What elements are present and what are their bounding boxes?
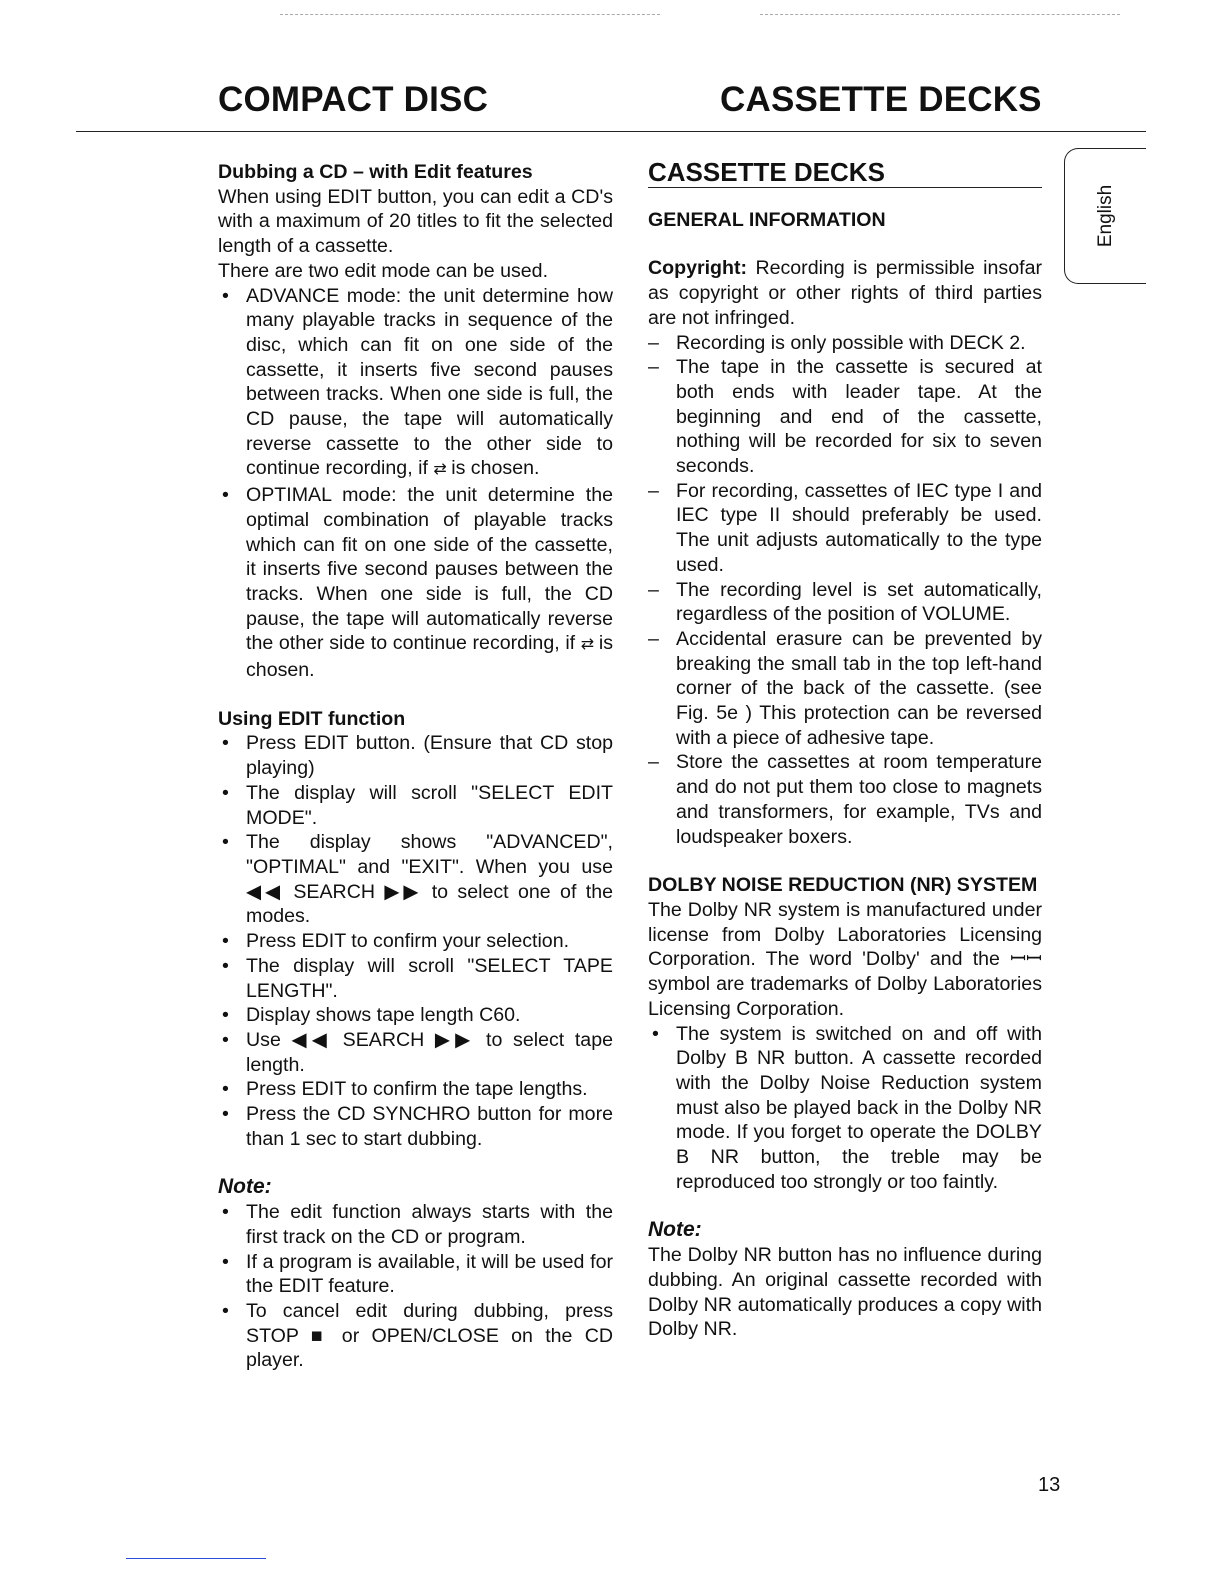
language-tab-label: English bbox=[1094, 184, 1116, 248]
list-item: • If a program is available, it will be used for the EDIT feature. bbox=[218, 1250, 613, 1299]
edit-function-heading: Using EDIT function bbox=[218, 707, 406, 730]
modes-intro: There are two edit mode can be used. bbox=[218, 259, 549, 282]
list-item: – Accidental erasure can be prevented by breaking the small tab in the top left-hand corner of the back of the cassette. (see Fig. 5e ) This protection can be reversed with a piece of adhesive tape. bbox=[648, 627, 1042, 751]
dubbing-intro: When using EDIT button, you can edit a CD's with a maximum of 20 titles to fit the selected length of a cassette. bbox=[218, 185, 613, 258]
copyright-label: Copyright: bbox=[648, 257, 748, 280]
dolby-note: The Dolby NR button has no influence during dubbing. An original cassette recorded with Dolby NR automatically produces a copy with Dolby NR. bbox=[648, 1244, 1042, 1341]
general-info-heading: GENERAL INFORMATION bbox=[648, 208, 886, 231]
list-item: • Display shows tape length C60. bbox=[218, 1003, 613, 1028]
list-item: • To cancel edit during dubbing, press STOP ■ or OPEN/CLOSE on the CD player. bbox=[218, 1299, 613, 1373]
right-column bbox=[648, 157, 1042, 1342]
header-divider bbox=[76, 131, 1146, 132]
left-column bbox=[218, 160, 613, 1373]
list-item: – Store the cassettes at room temperature and do not put them too close to magnets and transformers, for example, TVs and loudspeaker boxers. bbox=[648, 750, 1042, 849]
general-info-list bbox=[648, 331, 1042, 850]
list-item: • The system is switched on and off with Dolby B NR button. A cassette recorded with the Dolby Noise Reduction system must also be played back in the Dolby NR mode. If you forget to operate the DOLBY B NR button, the treble may be reproduced too strongly or too faintly. bbox=[648, 1022, 1042, 1195]
dolby-heading: DOLBY NOISE REDUCTION (NR) SYSTEM bbox=[648, 874, 1038, 897]
edit-modes-list bbox=[218, 284, 613, 683]
list-item: • Use ◀◀ SEARCH ▶▶ to select tape length. bbox=[218, 1028, 613, 1077]
list-item: – The tape in the cassette is secured at both ends with leader tape. At the beginning and end of the cassette, nothing will be recorded for six to seven seconds. bbox=[648, 355, 1042, 479]
page-title-compact-disc: COMPACT DISC bbox=[218, 80, 489, 119]
list-item: – For recording, cassettes of IEC type I and IEC type II should preferably be used. The unit adjusts automatically to the type used. bbox=[648, 479, 1042, 578]
list-item: • Press EDIT button. (Ensure that CD stop playing) bbox=[218, 731, 613, 780]
language-tab bbox=[1064, 148, 1146, 284]
notes-list bbox=[218, 1200, 613, 1373]
reverse-mode-icon: ⇄ bbox=[580, 636, 594, 654]
list-item: • Press the CD SYNCHRO button for more than 1 sec to start dubbing. bbox=[218, 1102, 613, 1151]
page-number: 13 bbox=[1038, 1474, 1061, 1496]
copyright-paragraph: Copyright: Recording is permissible insofar as copyright or other rights of third parties are not infringed. bbox=[648, 257, 1042, 329]
scan-artifact-top-right bbox=[760, 14, 1120, 15]
scan-artifact-top bbox=[280, 14, 660, 15]
note-label: Note: bbox=[218, 1175, 272, 1199]
list-item: – The recording level is set automatically, regardless of the position of VOLUME. bbox=[648, 578, 1042, 627]
list-item: – Recording is only possible with DECK 2. bbox=[648, 331, 1042, 356]
dolby-list bbox=[648, 1022, 1042, 1195]
scan-artifact-bottom bbox=[126, 1558, 266, 1559]
section-title: CASSETTE DECKS bbox=[648, 160, 1042, 188]
edit-steps-list bbox=[218, 731, 613, 1151]
list-item: • The display will scroll "SELECT TAPE LENGTH". bbox=[218, 954, 613, 1003]
list-item: • The display will scroll "SELECT EDIT MODE". bbox=[218, 781, 613, 830]
dolby-paragraph: The Dolby NR system is manufactured under license from Dolby Laboratories Licensing Corporation. The word 'Dolby' and the ꟷꟷ symbol are trademarks of Dolby Laboratories Licensing Corporation. bbox=[648, 898, 1042, 1020]
list-item: • OPTIMAL mode: the unit determine the optimal combination of playable tracks which can fit on one side of the cassette, it inserts five second pauses between the tracks. When one side is full, the CD pause, the tape will automatically reverse the other side to continue recording, if ⇄ is chosen. bbox=[218, 483, 613, 683]
page-title-cassette-decks: CASSETTE DECKS bbox=[720, 80, 1042, 119]
list-item: • Press EDIT to confirm the tape lengths. bbox=[218, 1077, 613, 1102]
list-item: • The display shows "ADVANCED", "OPTIMAL" and "EXIT". When you use ◀◀ SEARCH ▶▶ to select one of the modes. bbox=[218, 830, 613, 929]
dubbing-heading: Dubbing a CD – with Edit features bbox=[218, 161, 533, 183]
note-label: Note: bbox=[648, 1218, 702, 1242]
list-item: • ADVANCE mode: the unit determine how many playable tracks in sequence of the disc, which can fit on one side of the cassette, it inserts five second pauses between tracks. When one side is full, the CD pause, the tape will automatically reverse cassette to the other side to continue recording, if ⇄ is chosen. bbox=[218, 284, 613, 484]
list-item: • Press EDIT to confirm your selection. bbox=[218, 929, 613, 954]
list-item: • The edit function always starts with the first track on the CD or program. bbox=[218, 1200, 613, 1249]
reverse-mode-icon: ⇄ bbox=[433, 461, 446, 479]
